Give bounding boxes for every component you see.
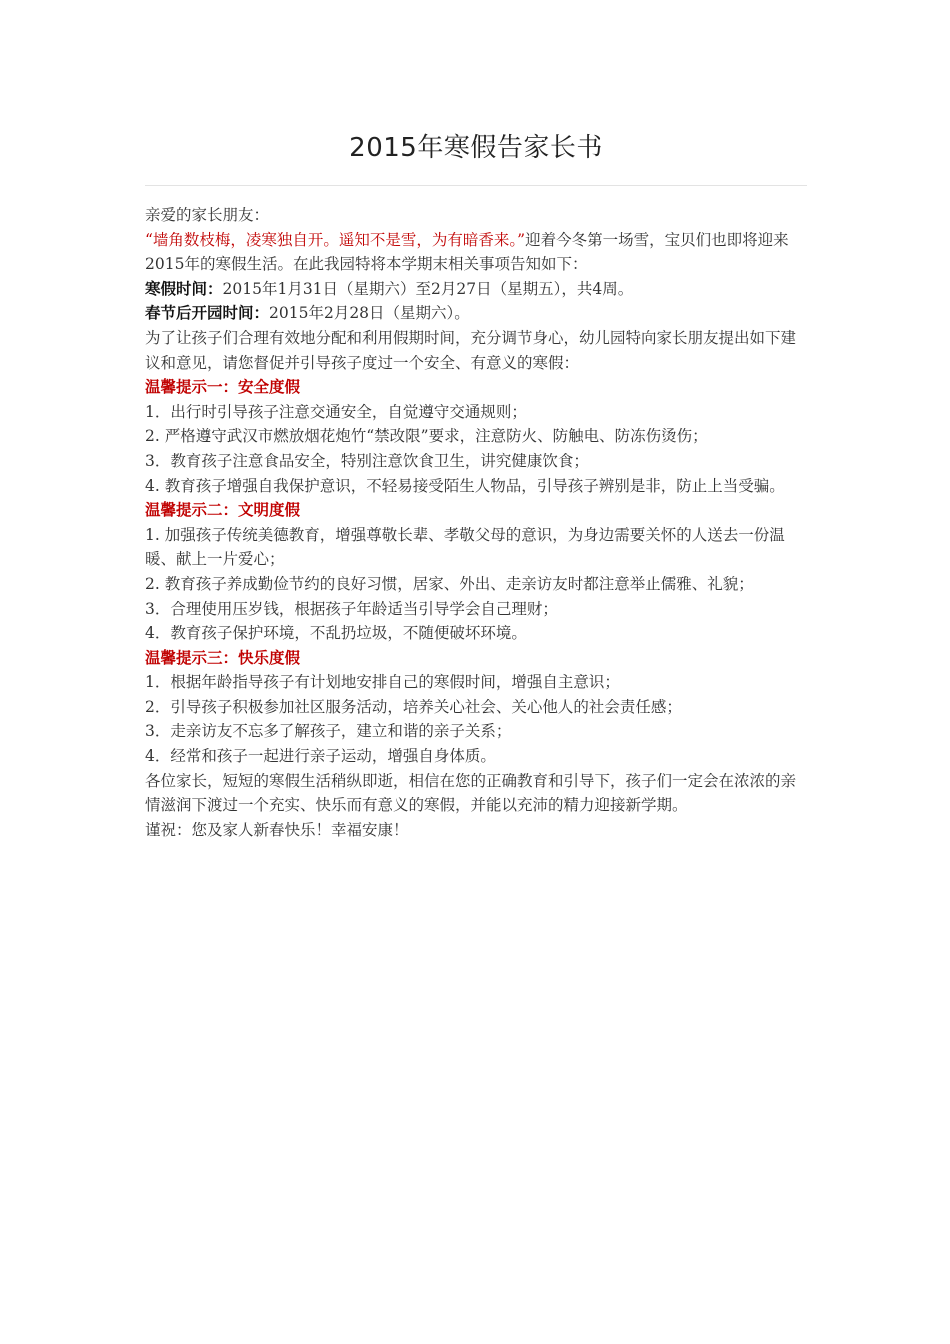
section-heading-happiness: 温馨提示三：快乐度假 xyxy=(145,647,301,667)
letter-page xyxy=(145,0,807,842)
list-item: 3．教育孩子注意食品安全，特别注意饮食卫生，讲究健康饮食； xyxy=(145,451,589,470)
vacation-value: 2015年1月31日（星期六）至2月27日（星期五），共4周。 xyxy=(222,279,634,298)
greeting: 亲爱的家长朋友： xyxy=(145,206,270,224)
section-heading-civility: 温馨提示二：文明度假 xyxy=(145,500,301,520)
poem-quote: “墙角数枝梅，凌寒独自开。遥知不是雪，为有暗香来。” xyxy=(145,230,526,249)
page-title: 2015年寒假告家长书 xyxy=(349,133,603,163)
letter-body xyxy=(145,203,807,842)
vacation-dates xyxy=(145,277,807,302)
section-heading-safety: 温馨提示一：安全度假 xyxy=(145,377,301,397)
list-item: 3．走亲访友不忘多了解孩子，建立和谐的亲子关系； xyxy=(145,722,512,741)
reopen-date xyxy=(145,301,807,326)
list-item: 1. 加强孩子传统美德教育，增强尊敬长辈、孝敬父母的意识，为身边需要关怀的人送去一份温暖、献上一片爱心； xyxy=(145,525,785,569)
vacation-label: 寒假时间： xyxy=(145,278,223,298)
list-item: 4．教育孩子保护环境，不乱扔垃圾，不随便破坏环境。 xyxy=(145,624,527,643)
reopen-value: 2015年2月28日（星期六）。 xyxy=(269,304,470,323)
closing-paragraph: 各位家长，短短的寒假生活稍纵即逝，相信在您的正确教育和引导下，孩子们一定会在浓浓的亲情滋润下渡过一个充实、快乐而有意义的寒假，并能以充沛的精力迎接新学期。 xyxy=(145,771,797,815)
list-item: 2. 严格遵守武汉市燃放烟花炮竹“禁改限”要求，注意防火、防触电、防冻伤烫伤； xyxy=(145,427,708,446)
list-item: 1．出行时引导孩子注意交通安全，自觉遵守交通规则； xyxy=(145,402,527,421)
list-item: 4. 教育孩子增强自我保护意识，不轻易接受陌生人物品，引导孩子辨别是非，防止上当受骗。 xyxy=(145,476,785,495)
list-item: 4．经常和孩子一起进行亲子运动，增强自身体质。 xyxy=(145,747,496,766)
list-item: 3．合理使用压岁钱，根据孩子年龄适当引导学会自己理财； xyxy=(145,599,558,618)
reopen-label: 春节后开园时间： xyxy=(145,303,270,323)
list-item: 2．引导孩子积极参加社区服务活动，培养关心社会、关心他人的社会责任感； xyxy=(145,697,682,716)
title-divider xyxy=(145,185,807,186)
list-item: 1．根据年龄指导孩子有计划地安排自己的寒假时间，增强自主意识； xyxy=(145,673,620,692)
intro-paragraph xyxy=(145,228,807,277)
wishes-line: 谨祝：您及家人新春快乐！幸福安康！ xyxy=(145,820,409,839)
intro-text: 迎着今冬第一场雪，宝贝们也即将迎来2015年的寒假生活。在此我园特将本学期末相关事项告知如下： xyxy=(145,230,789,274)
purpose-paragraph: 为了让孩子们合理有效地分配和利用假期时间，充分调节身心，幼儿园特向家长朋友提出如下建议和意见，请您督促并引导孩子度过一个安全、有意义的寒假： xyxy=(145,328,797,372)
list-item: 2. 教育孩子养成勤俭节约的良好习惯，居家、外出、走亲访友时都注意举止儒雅、礼貌； xyxy=(145,574,754,593)
